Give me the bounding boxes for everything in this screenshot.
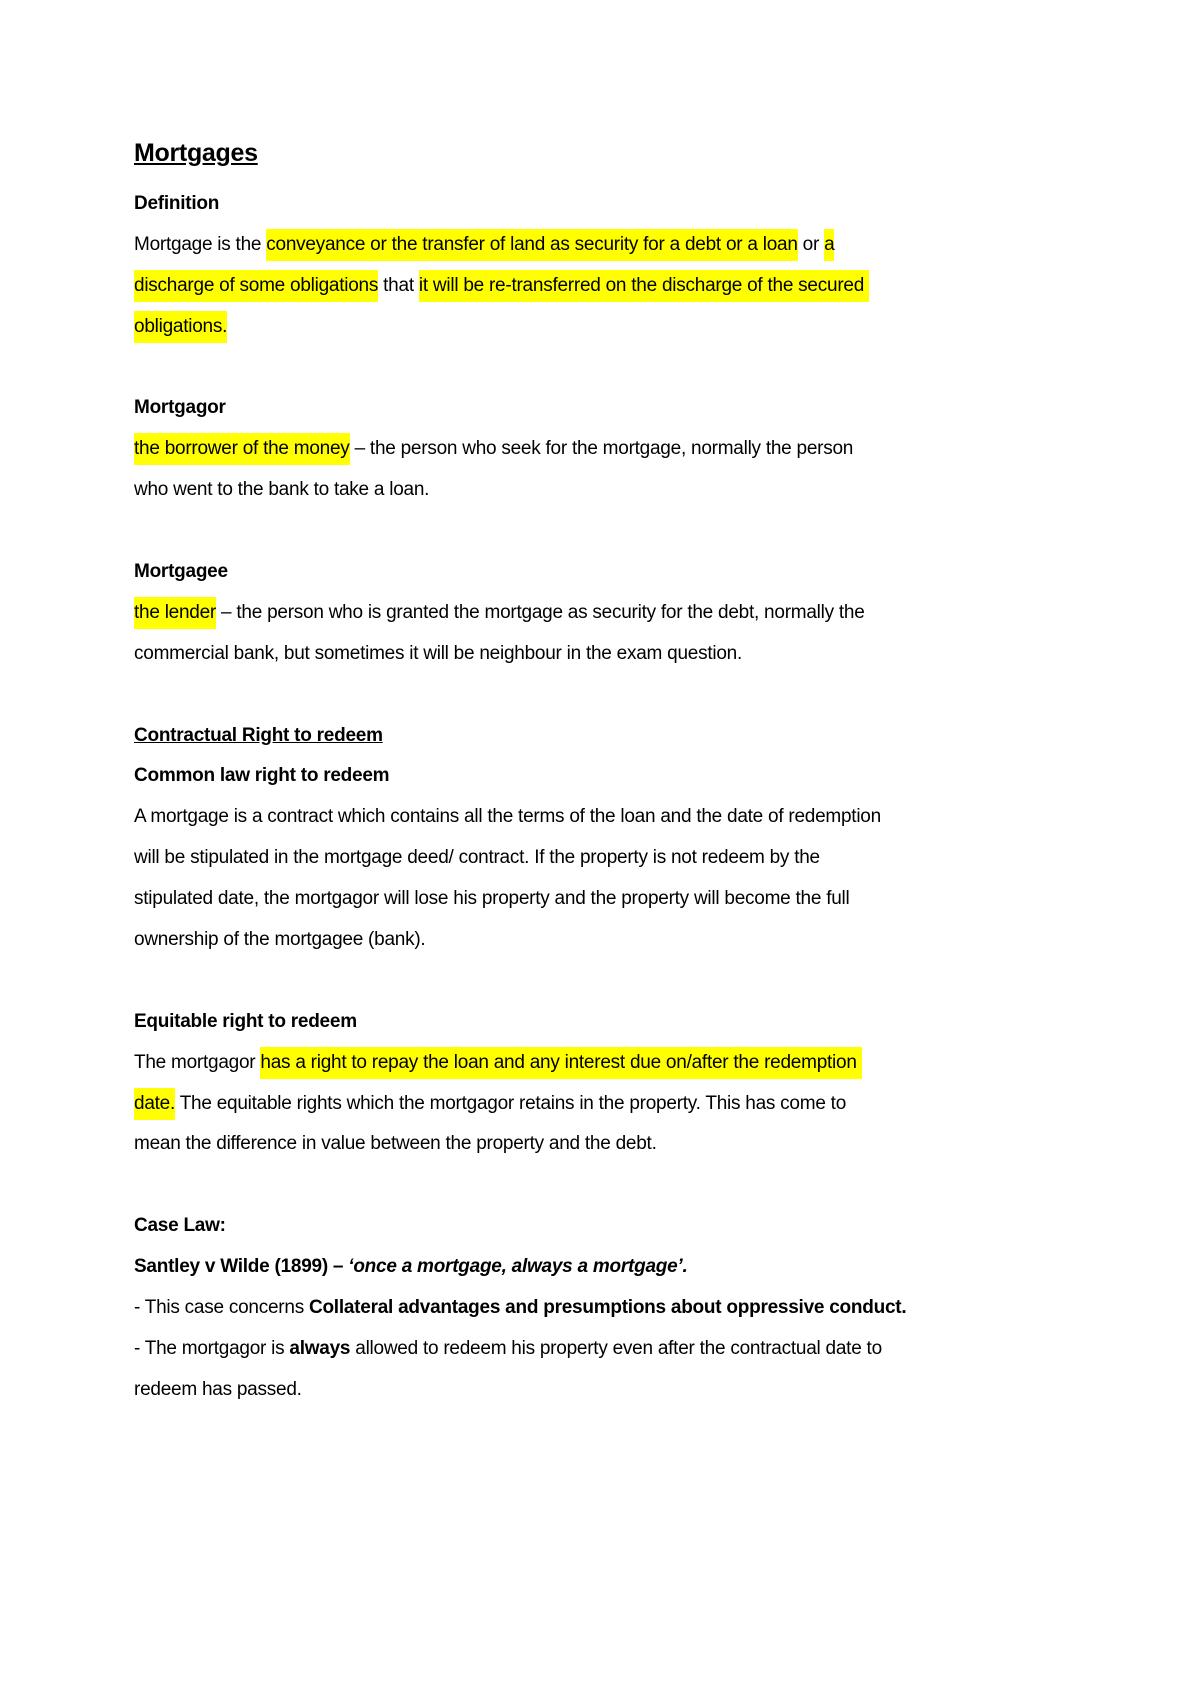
blank-line (134, 511, 1034, 552)
bold-text: Case Law: (134, 1215, 226, 1237)
page-title: Mortgages (134, 139, 258, 167)
bold-text: ‘once a mortgage, always a mortgage’. (348, 1256, 688, 1278)
text-run: or (797, 233, 825, 255)
text-run: commercial bank, but sometimes it will be neighbour in the exam question. (134, 642, 742, 664)
text-line (134, 716, 1034, 757)
blank-line (134, 961, 1034, 1002)
bold-text: Mortgagee (134, 561, 228, 583)
highlighted-text: discharge of some obligations (134, 270, 378, 302)
text-line (134, 1288, 1034, 1329)
text-run: stipulated date, the mortgagor will lose his property and the property will become the full (134, 888, 850, 910)
text-line (134, 920, 1034, 961)
highlighted-text: conveyance or the transfer of land as security for a debt or a loan (266, 229, 797, 261)
text-run: allowed to redeem his property even after the contractual date to (350, 1337, 882, 1359)
highlighted-text: it will be re-transferred on the discharge of the secured (419, 270, 869, 302)
text-line (134, 634, 1034, 675)
text-line (134, 1043, 1034, 1084)
bold-text: Equitable right to redeem (134, 1010, 357, 1032)
blank-line (134, 348, 1034, 389)
text-line (134, 552, 1034, 593)
bold-text: Mortgagor (134, 397, 226, 419)
text-line (134, 1124, 1034, 1165)
text-run: - This case concerns (134, 1297, 309, 1319)
text-line (134, 1370, 1034, 1411)
text-line (134, 266, 1034, 307)
text-run: redeem has passed. (134, 1378, 302, 1400)
bold-text: Definition (134, 193, 220, 214)
text-line (134, 593, 1034, 634)
text-run: will be stipulated in the mortgage deed/ contract. If the property is not redeem by the (134, 847, 820, 869)
text-line (134, 797, 1034, 838)
bold-text: Santley v Wilde (1899) – (134, 1256, 349, 1278)
highlighted-text: the lender (134, 597, 216, 629)
bold-text: Contractual Right to redeem (134, 724, 383, 746)
highlighted-text: a (824, 229, 834, 261)
text-line (134, 1247, 1034, 1288)
text-line (134, 388, 1034, 429)
text-line (134, 429, 1034, 470)
text-run: The mortgagor (134, 1051, 261, 1073)
text-line (134, 756, 1034, 797)
text-line (134, 879, 1034, 920)
bold-text: Common law right to redeem (134, 765, 390, 787)
text-run: A mortgage is a contract which contains all the terms of the loan and the date of redemption (134, 806, 881, 828)
text-line (134, 838, 1034, 879)
text-run: mean the difference in value between the property and the debt. (134, 1133, 657, 1155)
text-line (134, 225, 1034, 266)
highlighted-text: the borrower of the money (134, 433, 350, 465)
highlighted-text: date. (134, 1088, 175, 1120)
text-run: The equitable rights which the mortgagor retains in the property. This has come to (175, 1092, 847, 1114)
text-line (134, 1206, 1034, 1247)
text-line (134, 1002, 1034, 1043)
text-line (134, 470, 1034, 511)
text-line (134, 1329, 1034, 1370)
highlighted-text: has a right to repay the loan and any interest due on/after the redemption (260, 1047, 861, 1079)
text-run: - The mortgagor is (134, 1337, 290, 1359)
blank-line (134, 675, 1034, 716)
bold-text: Collateral advantages and presumptions about oppressive conduct. (308, 1297, 907, 1319)
bold-text: always (289, 1337, 351, 1359)
text-line (134, 184, 1034, 225)
text-run: – the person who seek for the mortgage, normally the person (349, 438, 854, 460)
blank-line (134, 1165, 1034, 1206)
document-body (134, 184, 1034, 1411)
text-run: Mortgage is the (134, 233, 267, 255)
text-line (134, 307, 1034, 348)
text-run: ownership of the mortgagee (bank). (134, 929, 426, 951)
document-page (134, 134, 1034, 1411)
text-run: – the person who is granted the mortgage as security for the debt, normally the (216, 601, 865, 623)
text-line (134, 1084, 1034, 1125)
highlighted-text: obligations. (134, 311, 227, 343)
text-run: who went to the bank to take a loan. (134, 479, 430, 501)
text-run: that (378, 274, 419, 296)
